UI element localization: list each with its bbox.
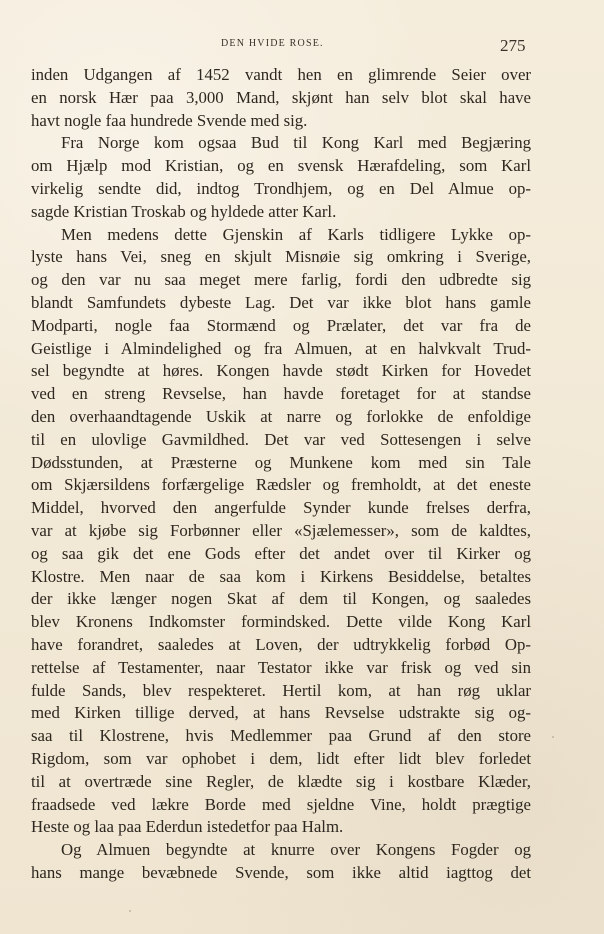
text-line: Men medens dette Gjenskin af Karls tidligere Lykke op- (61, 224, 531, 244)
text-line: blandt Samfundets dybeste Lag. Det var ikke blot hans gamle (31, 292, 531, 312)
text-line: den overhaandtagende Uskik at narre og forlokke de enfoldige (31, 406, 531, 426)
text-line: virkelig sendte did, indtog Trondhjem, og en Del Almue op- (31, 178, 531, 198)
running-title: DEN HVIDE ROSE. (221, 38, 324, 49)
text-line: sagde Kristian Troskab og hyldede atter Karl. (31, 201, 337, 221)
text-line: og den var nu saa meget mere farlig, fordi den udbredte sig (31, 270, 531, 290)
text-line: blev Kronens Indkomster formindsked. Dette vilde Kong Karl (31, 612, 531, 632)
text-line: fulde Sands, blev respekteret. Hertil kom, at han røg uklar (31, 680, 531, 700)
text-line: Geistlige i Almindelighed og fra Almuen, at en halvkvalt Trud- (31, 338, 531, 358)
text-line: om Skjærsildens forfærgelige Rædsler og fremholdt, at det eneste (31, 475, 531, 495)
text-line: fraadsede ved lækre Borde med sjeldne Vine, holdt prægtige (31, 794, 531, 814)
text-line: have forandret, saaledes at Loven, der udtrykkelig forbød Op- (31, 634, 531, 654)
text-line: rettelse af Testamenter, naar Testator ikke var frisk og ved sin (31, 657, 531, 677)
text-line: med Kirken tillige derved, at hans Revselse udstrakte sig og- (31, 703, 531, 723)
text-line: Modparti, nogle faa Stormænd og Prælater, det var fra de (31, 315, 531, 335)
text-line: inden Udgangen af 1452 vandt hen en glimrende Seier over (31, 65, 531, 84)
text-line: Middel, hvorved den angerfulde Synder kunde frelses derfra, (31, 498, 531, 518)
text-line: der ikke længer nogen Skat af dem til Kongen, og saaledes (31, 589, 531, 609)
text-line: om Hjælp mod Kristian, og en svensk Hærafdeling, som Karl (31, 156, 531, 176)
text-line: en norsk Hær paa 3,000 Mand, skjønt han selv blot skal have (31, 87, 531, 107)
text-line: til at overtræde sine Regler, de klædte sig i kostbare Klæder, (31, 771, 531, 791)
text-line: og saa gik det ene Gods efter det andet over til Kirker og (31, 543, 531, 563)
text-line: Fra Norge kom ogsaa Bud til Kong Karl med Begjæring (61, 133, 531, 153)
text-line: lyste hans Vei, sneg en skjult Misnøie sig omkring i Sverige, (31, 247, 531, 267)
page-header (0, 30, 604, 54)
text-line: ved en streng Revselse, han havde foretaget for at standse (31, 384, 531, 404)
text-line: var at kjøbe sig Forbønner eller «Sjælemesser», som de kaldtes, (31, 520, 531, 540)
text-line: Heste og laa paa Ederdun istedetfor paa Halm. (31, 817, 344, 837)
body-text (31, 64, 531, 885)
paper-speck (129, 910, 131, 912)
text-line: Rigdom, som var ophobet i dem, lidt efter lidt blev forledet (31, 748, 531, 768)
text-line: Og Almuen begyndte at knurre over Kongens Fogder og (61, 840, 531, 860)
text-line: sel begyndte at høres. Kongen havde stødt Kirken for Hovedet (31, 361, 531, 381)
text-line: Dødsstunden, at Præsterne og Munkene kom med sin Tale (31, 452, 531, 472)
text-line: havt nogle faa hundrede Svende med sig. (31, 110, 308, 130)
text-line: hans mange bevæbnede Svende, som ikke altid iagttog det (31, 862, 531, 882)
text-line: til en ulovlige Gavmildhed. Det var ved Sottesengen i selve (31, 429, 531, 449)
paper-speck (552, 736, 554, 738)
text-line: saa til Klostrene, hvis Medlemmer paa Grund af den store (31, 726, 531, 746)
page-number: 275 (500, 36, 526, 55)
text-line: Klostre. Men naar de saa kom i Kirkens Besiddelse, betaltes (31, 566, 531, 586)
